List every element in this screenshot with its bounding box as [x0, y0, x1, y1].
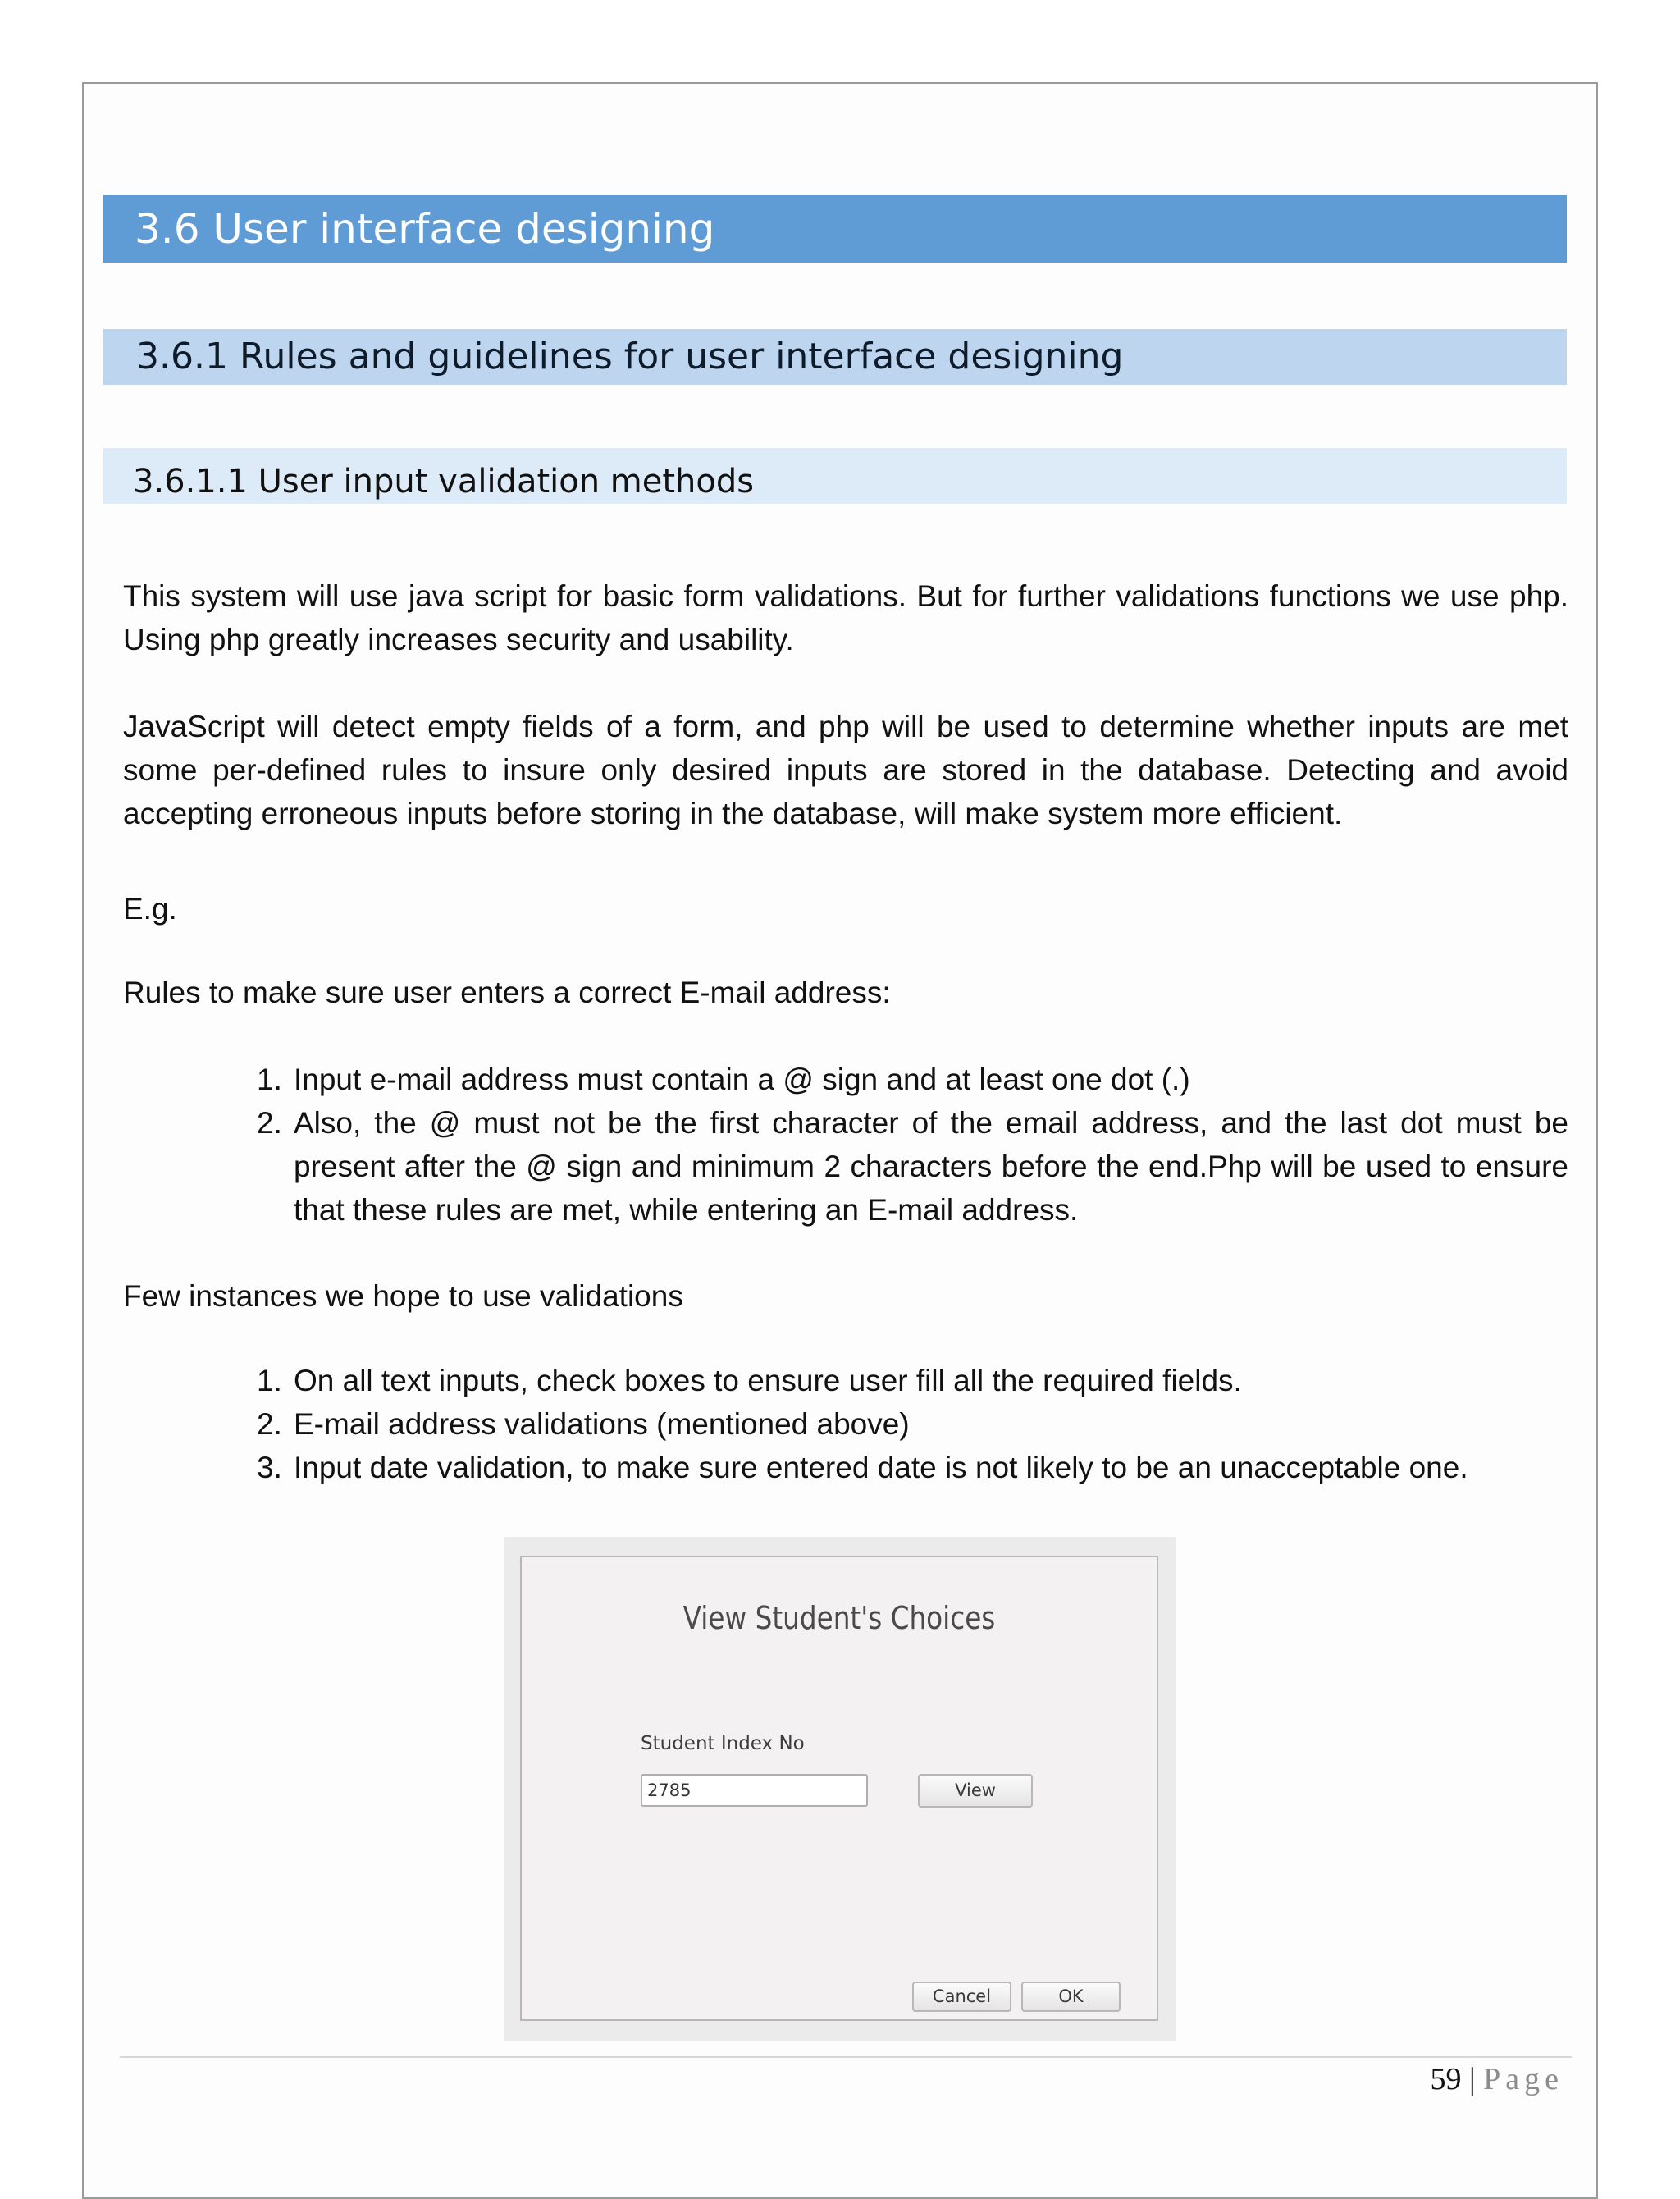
student-index-label: Student Index No	[641, 1733, 805, 1754]
list-item	[257, 1101, 1568, 1232]
dialog-title: View Student's Choices	[682, 1600, 996, 1636]
list-item-number: 2.	[257, 1106, 282, 1140]
list-item-text: On all text inputs, check boxes to ensure user fill all the required fields.	[294, 1364, 1242, 1397]
validation-instances-intro: Few instances we hope to use validations	[123, 1279, 683, 1313]
dialog-window	[520, 1556, 1158, 2021]
section-heading-3-6: 3.6 User interface designing	[103, 195, 1567, 263]
list-item-text: E-mail address validations (mentioned above)	[294, 1407, 910, 1441]
page-number: 59	[1430, 2062, 1462, 2096]
email-rules-intro: Rules to make sure user enters a correct E-mail address:	[123, 976, 891, 1009]
footer-divider	[120, 2056, 1572, 2058]
view-button[interactable]: View	[918, 1774, 1033, 1808]
example-label: E.g.	[123, 892, 177, 926]
student-index-input[interactable]: 2785	[641, 1774, 868, 1807]
list-item-number: 2.	[257, 1407, 282, 1441]
paragraph-validation-intro: This system will use java script for basic form validations. But for further validations functions we use php. Using php greatly increases security and usability.	[123, 579, 1568, 656]
email-rules-list	[257, 1058, 1568, 1232]
list-item	[257, 1058, 1568, 1101]
page-footer	[1431, 2061, 1564, 2097]
ok-button-label: OK	[1058, 1986, 1084, 2006]
cancel-button[interactable]	[912, 1982, 1011, 2012]
list-item-number: 3.	[257, 1451, 282, 1484]
dialog-screenshot	[504, 1537, 1176, 2041]
page-word: Page	[1483, 2062, 1564, 2096]
page-separator: |	[1469, 2062, 1476, 2096]
section-heading-3-6-1: 3.6.1 Rules and guidelines for user interface designing	[103, 329, 1567, 385]
list-item-text: Input e-mail address must contain a @ sign and at least one dot (.)	[294, 1063, 1190, 1096]
list-item	[257, 1359, 1568, 1402]
list-item	[257, 1402, 1568, 1446]
list-item	[257, 1446, 1568, 1489]
list-item-text: Input date validation, to make sure entered date is not likely to be an unacceptable one.	[294, 1451, 1468, 1484]
paragraph-javascript-php: JavaScript will detect empty fields of a form, and php will be used to determine whether inputs are met some per-defined rules to insure only desired inputs are stored in the database. Detecting and avoid accepting erroneous inputs before storing in the database, will make system more efficient.	[123, 710, 1568, 830]
list-item-number: 1.	[257, 1364, 282, 1397]
validation-instances-list	[257, 1359, 1568, 1489]
cancel-button-label: Cancel	[932, 1986, 992, 2006]
list-item-number: 1.	[257, 1063, 282, 1096]
list-item-text: Also, the @ must not be the first character of the email address, and the last dot must be present after the @ sign and minimum 2 characters before the end.Php will be used to ensure that these rules are met, while entering an E-mail address.	[294, 1106, 1568, 1227]
ok-button[interactable]	[1021, 1982, 1121, 2012]
section-heading-3-6-1-1: 3.6.1.1 User input validation methods	[103, 448, 1567, 504]
